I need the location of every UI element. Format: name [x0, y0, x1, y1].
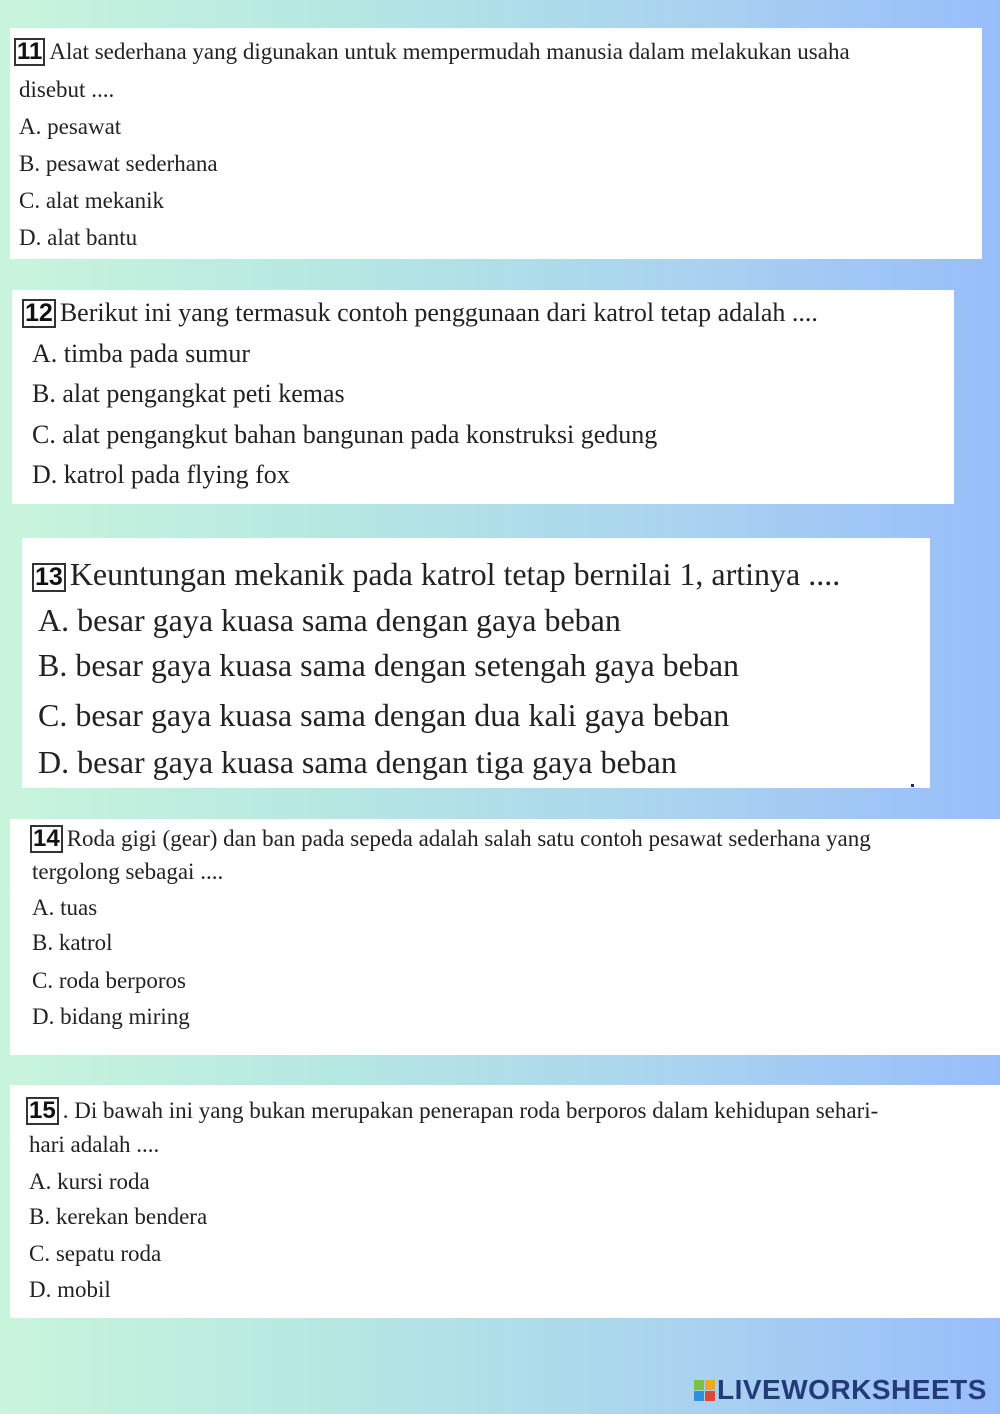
option-b[interactable]: B. kerekan bendera: [29, 1204, 208, 1229]
question-card-15: [10, 1085, 1000, 1318]
option-b[interactable]: B. katrol: [32, 930, 113, 955]
question-text: [22, 299, 818, 328]
option-d[interactable]: D. besar gaya kuasa sama dengan tiga gaya beban: [38, 744, 677, 780]
question-card-14: [10, 819, 1000, 1055]
question-card-12: [12, 290, 954, 504]
logo-square: [705, 1380, 715, 1390]
question-number: 11: [14, 38, 45, 66]
option-c[interactable]: C. sepatu roda: [29, 1241, 162, 1266]
logo-text: LIVEWORKSHEETS: [717, 1374, 987, 1405]
question-number: 15: [26, 1097, 59, 1125]
question-text-line2: disebut ....: [19, 77, 115, 102]
question-text-line2: hari adalah ....: [29, 1132, 160, 1157]
liveworksheets-logo[interactable]: [694, 1373, 987, 1407]
question-text-line1: Alat sederhana yang digunakan untuk mempermudah manusia dalam melakukan usaha: [49, 39, 850, 64]
option-a[interactable]: A. tuas: [32, 895, 98, 920]
question-number: 12: [22, 299, 56, 328]
logo-square: [694, 1380, 704, 1390]
question-number: 13: [32, 563, 66, 592]
option-d[interactable]: D. mobil: [29, 1277, 111, 1302]
option-b[interactable]: B. pesawat sederhana: [19, 151, 218, 176]
question-number: 14: [30, 825, 63, 853]
option-a[interactable]: A. kursi roda: [29, 1169, 150, 1194]
question-text-line1: . Di bawah ini yang bukan merupakan penerapan roda berporos dalam kehidupan sehari-: [62, 1098, 879, 1123]
option-c[interactable]: C. alat pengangkut bahan bangunan pada konstruksi gedung: [32, 420, 658, 449]
question-text-line1: Keuntungan mekanik pada katrol tetap bernilai 1, artinya ....: [69, 556, 841, 592]
logo-mark-icon: [694, 1380, 715, 1401]
option-d[interactable]: D. katrol pada flying fox: [32, 460, 290, 489]
question-text: [14, 38, 850, 66]
option-b[interactable]: B. besar gaya kuasa sama dengan setengah gaya beban: [38, 647, 740, 683]
option-c[interactable]: C. alat mekanik: [19, 188, 164, 213]
option-d[interactable]: D. alat bantu: [19, 225, 138, 250]
question-text: [30, 825, 871, 853]
question-text: [32, 558, 840, 592]
question-card-13: [22, 538, 930, 788]
option-c[interactable]: C. besar gaya kuasa sama dengan dua kali gaya beban: [38, 697, 730, 733]
option-b[interactable]: B. alat pengangkat peti kemas: [32, 379, 345, 408]
question-text-line1: Roda gigi (gear) dan ban pada sepeda adalah salah satu contoh pesawat sederhana yang: [66, 826, 871, 851]
option-a[interactable]: A. timba pada sumur: [32, 339, 251, 368]
question-card-11: [10, 28, 982, 259]
option-d[interactable]: D. bidang miring: [32, 1004, 190, 1029]
question-text: [26, 1097, 878, 1125]
logo-square: [694, 1391, 704, 1401]
option-a[interactable]: A. besar gaya kuasa sama dengan gaya beban: [38, 602, 621, 638]
stray-dot: [911, 784, 914, 787]
question-text-line2: tergolong sebagai ....: [32, 859, 224, 884]
logo-square: [705, 1391, 715, 1401]
option-c[interactable]: C. roda berporos: [32, 968, 186, 993]
question-text-line1: Berikut ini yang termasuk contoh penggunaan dari katrol tetap adalah ....: [59, 298, 818, 327]
option-a[interactable]: A. pesawat: [19, 114, 122, 139]
